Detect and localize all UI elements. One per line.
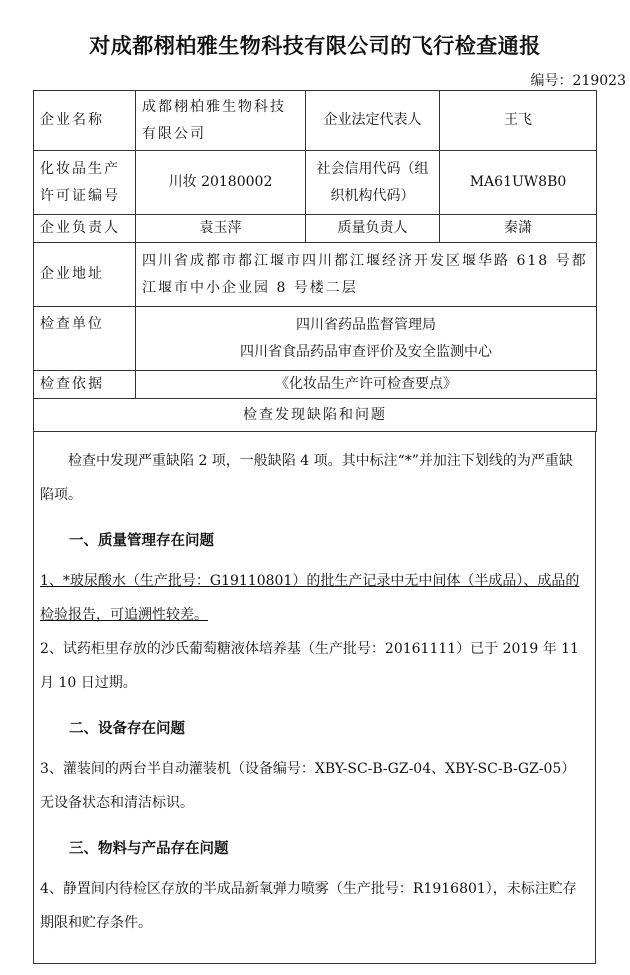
inspector-value — [136, 307, 597, 371]
credit-code-label: 社会信用代码（组织机构代码） — [306, 151, 440, 215]
company-name-label: 企业名称 — [34, 91, 136, 151]
finding-item-1: 1、*玻尿酸水（生产批号：G19110801）的批生产记录中无中间体（半成品）、成品的检验报告，可追溯性较差。 — [40, 573, 580, 623]
qa-value: 秦潇 — [440, 215, 597, 243]
findings-intro: 检查中发现严重缺陷 2 项，一般缺陷 4 项。其中标注“*”并加注下划线的为严重缺陷项。 — [40, 453, 573, 503]
manager-value: 袁玉萍 — [136, 215, 306, 243]
license-value: 川妆 20180002 — [136, 151, 306, 215]
findings-body — [33, 432, 596, 964]
basis-value: 《化妆品生产许可检查要点》 — [136, 371, 597, 399]
address-value: 四川省成都市都江堰市四川都江堰经济开发区堰华路 618 号都江堰市中小企业园 8 号楼二层 — [136, 243, 597, 307]
table-row — [34, 399, 597, 432]
finding-item-2: 2、试药柜里存放的沙氏葡萄糖液体培养基（生产批号：20161111）已于 2019 年 11 月 10 日过期。 — [40, 641, 579, 691]
inspector-label: 检查单位 — [34, 307, 136, 371]
basis-label: 检查依据 — [34, 371, 136, 399]
inspector-line-1: 四川省药品监督管理局 — [296, 316, 436, 333]
table-row — [34, 307, 597, 371]
address-label: 企业地址 — [34, 243, 136, 307]
inspector-line-2: 四川省食品药品审查评价及安全监测中心 — [240, 343, 492, 360]
credit-code-value: MA61UW8B0 — [440, 151, 597, 215]
finding-item-4: 4、静置间内待检区存放的半成品新氧弹力喷雾（生产批号：R1916801），未标注贮存期限和贮存条件。 — [40, 881, 577, 931]
table-row — [34, 371, 597, 399]
table-row — [34, 91, 597, 151]
license-label: 化妆品生产许可证编号 — [34, 151, 136, 215]
table-row — [34, 215, 597, 243]
finding-item-3: 3、灌装间的两台半自动灌装机（设备编号：XBY-SC-B-GZ-04、XBY-SC-B-GZ-05）无设备状态和清洁标识。 — [40, 761, 576, 811]
section-title-equipment: 二、设备存在问题 — [69, 721, 185, 737]
company-info-table — [33, 90, 597, 432]
qa-label: 质量负责人 — [306, 215, 440, 243]
legal-rep-label: 企业法定代表人 — [306, 91, 440, 151]
section-title-materials: 三、物料与产品存在问题 — [69, 841, 229, 857]
table-row — [34, 151, 597, 215]
section-title-quality: 一、质量管理存在问题 — [69, 533, 214, 549]
company-name-value: 成都栩柏雅生物科技有限公司 — [136, 91, 306, 151]
table-row — [34, 243, 597, 307]
findings-header: 检查发现缺陷和问题 — [34, 399, 597, 432]
manager-label: 企业负责人 — [34, 215, 136, 243]
document-number: 编号：219023 — [530, 73, 626, 89]
page-title: 对成都栩柏雅生物科技有限公司的飞行检查通报 — [89, 34, 541, 58]
legal-rep-value: 王飞 — [440, 91, 597, 151]
